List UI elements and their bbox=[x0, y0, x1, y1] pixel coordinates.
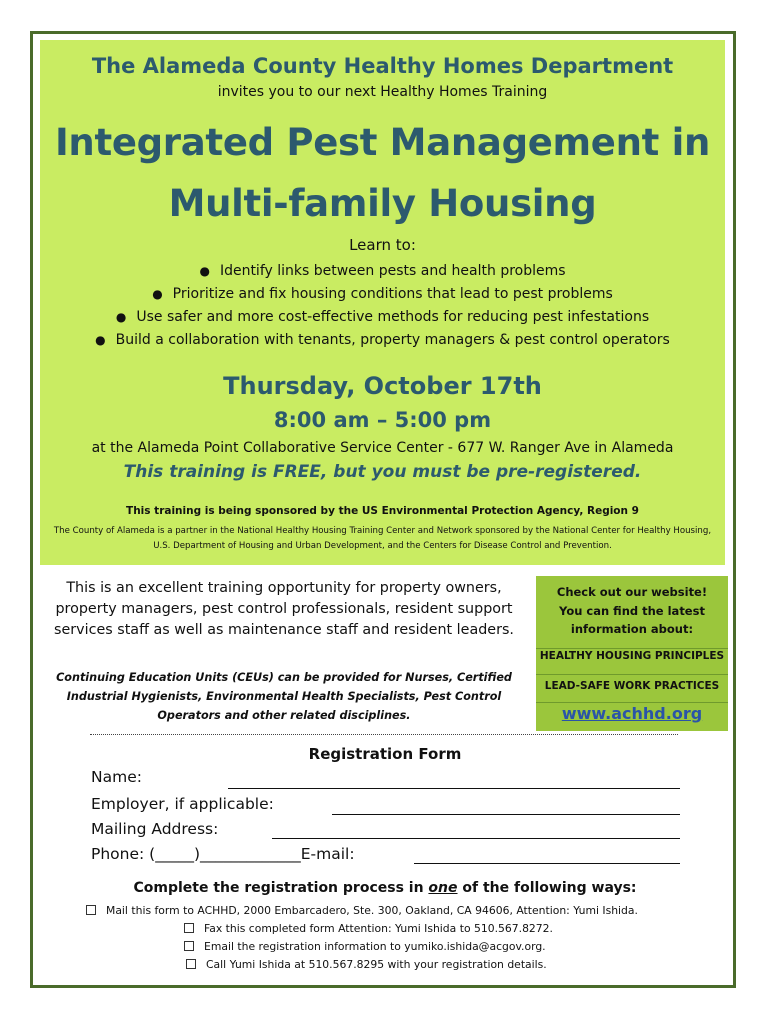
audience-intro: This is an excellent training opportunity for property owners, property managers, pest control professionals, resident support services staff as well as maintenance staff and resident leaders. bbox=[54, 580, 514, 638]
event-venue: at the Alameda Point Collaborative Service Center - 677 W. Ranger Ave in Alameda bbox=[91, 440, 674, 456]
mailing-address-field[interactable] bbox=[272, 838, 680, 839]
website-line-3: information about: bbox=[570, 622, 694, 636]
ceu-note: Continuing Education Units (CEUs) can be provided for Nurses, Certified Industrial Hygienists, Environmental Health Specialists, Pest Control Operators and other related disciplines. bbox=[56, 671, 512, 722]
registration-title: Registration Form bbox=[308, 745, 462, 763]
divider bbox=[536, 648, 728, 649]
invite-text: invites you to our next Healthy Homes Training bbox=[217, 84, 548, 100]
objective-text: Prioritize and fix housing conditions that lead to pest problems bbox=[172, 286, 613, 302]
event-date: Thursday, October 17th bbox=[223, 372, 542, 400]
title-line-1: Integrated Pest Management in bbox=[54, 121, 711, 164]
email-field[interactable] bbox=[414, 863, 680, 864]
list-item bbox=[40, 306, 725, 329]
checkbox[interactable] bbox=[86, 905, 96, 915]
checkbox[interactable] bbox=[184, 923, 194, 933]
website-box bbox=[536, 576, 728, 731]
option-text: Mail this form to ACHHD, 2000 Embarcadero, Ste. 300, Oakland, CA 94606, Attention: Yumi Ishida. bbox=[106, 904, 638, 917]
website-link[interactable]: www.achhd.org bbox=[561, 704, 703, 723]
objective-text: Use safer and more cost-effective methods for reducing pest infestations bbox=[136, 309, 650, 325]
learning-objectives bbox=[40, 260, 725, 352]
option-text: Fax this completed form Attention: Yumi Ishida to 510.567.8272. bbox=[204, 922, 553, 935]
objective-text: Build a collaboration with tenants, property managers & pest control operators bbox=[115, 332, 670, 348]
option-text: Call Yumi Ishida at 510.567.8295 with your registration details. bbox=[206, 958, 547, 971]
phone-email-label: Phone: (_____)_____________E-mail: bbox=[91, 845, 355, 863]
title-line-2: Multi-family Housing bbox=[168, 182, 597, 225]
name-field[interactable] bbox=[228, 788, 680, 789]
list-item bbox=[40, 283, 725, 306]
divider bbox=[536, 674, 728, 675]
sponsor-text: This training is being sponsored by the US Environmental Protection Agency, Region 9 bbox=[126, 505, 639, 517]
complete-text-pre: Complete the registration process in bbox=[133, 880, 429, 896]
principle-healthy-housing: HEALTHY HOUSING PRINCIPLES bbox=[539, 650, 725, 662]
objective-text: Identify links between pests and health problems bbox=[219, 263, 566, 279]
divider bbox=[536, 702, 728, 703]
employer-field[interactable] bbox=[332, 814, 680, 815]
principle-lead-safe: LEAD-SAFE WORK PRACTICES bbox=[544, 680, 720, 692]
complete-instructions bbox=[0, 880, 770, 896]
checkbox[interactable] bbox=[186, 959, 196, 969]
bullet-icon: ● bbox=[152, 287, 163, 301]
list-item bbox=[40, 329, 725, 352]
option-call[interactable] bbox=[186, 958, 547, 971]
cut-line bbox=[90, 734, 678, 735]
bullet-icon: ● bbox=[95, 333, 106, 347]
department-name: The Alameda County Healthy Homes Department bbox=[91, 54, 674, 78]
option-fax[interactable] bbox=[184, 922, 553, 935]
checkbox[interactable] bbox=[184, 941, 194, 951]
option-mail[interactable] bbox=[86, 904, 638, 917]
mailing-label: Mailing Address: bbox=[91, 820, 219, 838]
learn-label: Learn to: bbox=[349, 236, 416, 254]
name-label: Name: bbox=[91, 768, 142, 786]
website-line-1: Check out our website! bbox=[556, 585, 708, 599]
bullet-icon: ● bbox=[115, 310, 127, 324]
employer-label: Employer, if applicable: bbox=[91, 795, 274, 813]
list-item bbox=[40, 260, 725, 283]
complete-text-emphasis: one bbox=[428, 880, 458, 896]
complete-text-post: of the following ways: bbox=[457, 880, 637, 896]
bullet-icon: ● bbox=[199, 264, 210, 278]
option-text: Email the registration information to yumiko.ishida@acgov.org. bbox=[204, 940, 546, 953]
event-title bbox=[40, 112, 725, 234]
option-email[interactable] bbox=[184, 940, 546, 953]
website-line-2: You can find the latest bbox=[559, 604, 705, 618]
partner-text: The County of Alameda is a partner in the National Healthy Housing Training Center and Network sponsored by the National Center for Healthy Housing, U.S. Department of Housing and Urban Development, and the Centers for Disease Control and Prevention. bbox=[53, 526, 712, 551]
free-notice: This training is FREE, but you must be pre-registered. bbox=[123, 462, 642, 482]
event-time: 8:00 am – 5:00 pm bbox=[273, 408, 492, 432]
